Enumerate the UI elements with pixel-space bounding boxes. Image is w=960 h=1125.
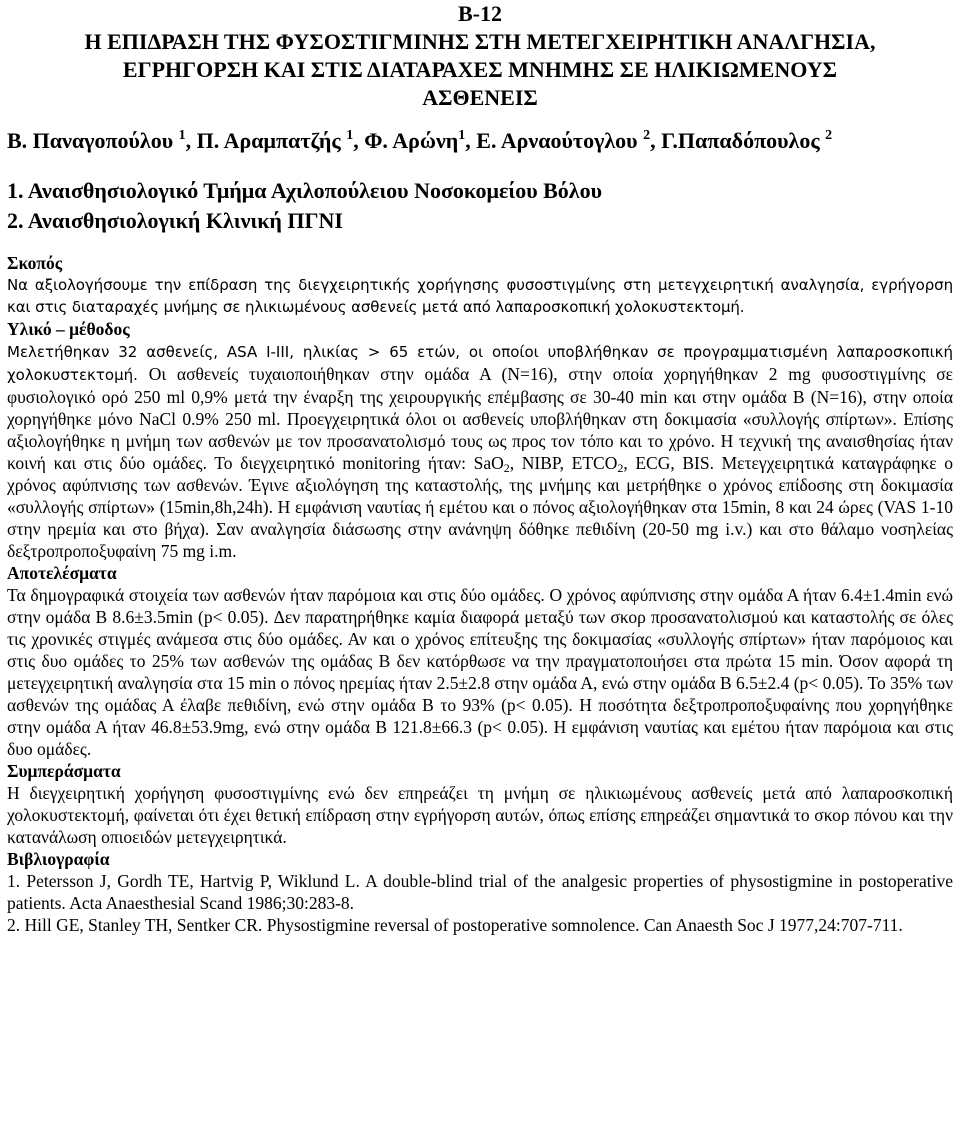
reference-item-1: 1. Petersson J, Gordh TE, Hartvig P, Wiklund L. A double-blind trial of the analgesic properties of physostigmine in postoperative patients. Acta Anaesthesial Scand 1986;30:283-8. xyxy=(7,871,953,913)
title-line-3: ΑΣΘΕΝΕΙΣ xyxy=(422,85,538,110)
methods-text-part-4: , ECG, BIS. Μετεγχειρητικά καταγράφηκε ο χρόνος αφύπνισης των ασθενών. Έγινε αξιολόγηση της καταστολής, της μνήμης και μετρήθηκε ο χρόνος επίδοσης στη δοκιμασία «συλλογής σπίρτων» (15min,8h,24h). Η εμφάνιση ναυτίας ή εμέτου και ο πόνος αξιολογήθηκαν στα 15min, 8 και 24 ώρες (VAS 1-10 στην ηρεμία και στο βήχα). Σαν αναλγησία διάσωσης στην ανάνηψη δόθηκε πεθιδίνη (20-50 mg i.v.) και στο θάλαμο νοσηλείας δεξτροπροποξυφαίνη 75 mg i.m. xyxy=(7,453,953,561)
section-text-results: Τα δημογραφικά στοιχεία των ασθενών ήταν παρόμοια και στις δύο ομάδες. Ο χρόνος αφύπνισης στην ομάδα Α ήταν 6.4±1.4min ενώ στην ομάδα Β 8.6±3.5min (p< 0.05). Δεν παρατηρήθηκε καμία διαφορά μεταξύ των σκορ προσανατολισμού και καταστολής σε όλες τις χρονικές στιγμές ανάμεσα στις δύο ομάδες. Αν και ο χρόνος επίτευξης της δοκιμασίας «συλλογής σπίρτων» ήταν παρόμοιος και στις δυο ομάδες το 25% των ασθενών της ομάδας Β δεν κατόρθωσε να την πραγματοποιήσει στα πρώτα 15 min. Όσον αφορά τη μετεγχειρητική αναλγησία στα 15 min ο πόνος ηρεμίας ήταν 2.5±2.8 στην ομάδα Α, ενώ στην ομάδα Β 6.5±2.4 (p< 0.05). Το 35% των ασθενών της ομάδας Α έλαβε πεθιδίνη, ενώ στην ομάδα Β το 93% (p< 0.05). Η ποσότητα δεξτροπροποξυφαίνης που χορηγήθηκε στην ομάδα Α ήταν 46.8±53.9mg, ενώ στην ομάδα Β 121.8±66.3 (p< 0.05). Η εμφάνιση ναυτίας και εμέτου ήταν παρόμοια και στις δυο ομάδες. xyxy=(7,585,953,759)
title-block xyxy=(7,0,953,112)
title-line-1: Η ΕΠΙΔΡΑΣΗ ΤΗΣ ΦΥΣΟΣΤΙΓΜΙΝΗΣ ΣΤΗ ΜΕΤΕΓΧΕΙΡΗΤΙΚΗ ΑΝΑΛΓΗΣΙΑ, xyxy=(84,29,876,54)
affiliation-1: 1. Αναισθησιολογικό Τμήμα Αχιλοπούλειου Νοσοκομείου Βόλου xyxy=(7,178,603,203)
author-affiliation-mark: 1 xyxy=(178,128,186,143)
author-name: Ε. Αρναούτογλου xyxy=(476,128,644,153)
abstract-code: B-12 xyxy=(458,1,502,26)
author-name: Β. Παναγοπούλου xyxy=(7,128,179,153)
author-affiliation-mark: 2 xyxy=(825,128,833,143)
methods-subscript-2: 2 xyxy=(617,461,624,475)
section-heading-results: Αποτελέσματα xyxy=(7,563,117,583)
section-heading-conclusions: Συμπεράσματα xyxy=(7,761,121,781)
methods-text-part-3: , NIBP, ETCO xyxy=(509,453,618,473)
author-affiliation-mark: 1 xyxy=(346,128,354,143)
section-heading-references: Βιβλιογραφία xyxy=(7,849,110,869)
section-heading-methods: Υλικό – μέθοδος xyxy=(7,319,130,339)
section-heading-aim: Σκοπός xyxy=(7,253,63,273)
methods-text-part-2: Οι ασθενείς τυχαιοποιήθηκαν στην ομάδα Α (N=16), στην οποία χορηγήθηκαν 2 mg φυσοστιγμίνης σε φυσιολογικό ορό 250 ml 0,9% μετά την έναρξη της χειρουργικής επέμβασης σε 30-40 min και στην ομάδα Β (N=16), στην οποία χορηγήθηκε μόνο NaCl 0.9% 250 ml. Προεγχειρητικά όλοι οι ασθενείς υποβλήθηκαν στη δοκιμασία «συλλογής σπίρτων». Επίσης αξιολογήθηκε η μνήμη των ασθενών με τον προσανατολισμό τους ως προς τον τόπο και το χρόνο. Η τεχνική της αναισθησίας ήταν κοινή και στις δύο ομάδες. Το διεγχειρητικό monitoring ήταν: SaO xyxy=(7,364,953,473)
affiliation-2: 2. Αναισθησιολογική Κλινική ΠΓΝΙ xyxy=(7,208,343,233)
author-name: Π. Αραμπατζής xyxy=(196,128,347,153)
reference-list xyxy=(7,870,953,936)
author-affiliation-mark: 1 xyxy=(458,128,466,143)
author-separator: , xyxy=(650,128,662,153)
author-name: Γ.Παπαδόπουλος xyxy=(661,128,826,153)
authors-line xyxy=(7,126,953,156)
section-text-methods xyxy=(7,340,953,562)
reference-item-2: 2. Hill GE, Stanley TH, Sentker CR. Physostigmine reversal of postoperative somnolence. Can Anaesth Soc J 1977,24:707-711. xyxy=(7,915,903,935)
methods-subscript-1: 2 xyxy=(503,461,510,475)
methods-text-part-1: Μελετήθηκαν 32 ασθενείς, ASA I-III, ηλικίας > 65 ετών, οι οποίοι υποβλήθηκαν σε προγραμματισμένη λαπαροσκοπική χολοκυστεκτομή. xyxy=(7,343,953,384)
author-affiliation-mark: 2 xyxy=(643,128,651,143)
author-name: Φ. Αρώνη xyxy=(364,128,459,153)
title-line-2: ΕΓΡΗΓΟΡΣΗ ΚΑΙ ΣΤΙΣ ΔΙΑΤΑΡΑΧΕΣ ΜΝΗΜΗΣ ΣΕ ΗΛΙΚΙΩΜΕΝΟΥΣ xyxy=(122,57,838,82)
author-separator: , xyxy=(353,128,365,153)
author-separator: , xyxy=(465,128,477,153)
section-text-aim: Να αξιολογήσουμε την επίδραση της διεγχειρητικής χορήγησης φυσοστιγμίνης στη μετεγχειρητική αναλγησία, εγρήγορση και στις διαταραχές μνήμης σε ηλικιωμένους ασθενείς μετά από λαπαροσκοπική χολοκυστεκτομή. xyxy=(7,276,953,316)
author-separator: , xyxy=(185,128,197,153)
section-text-conclusions: Η διεγχειρητική χορήγηση φυσοστιγμίνης ενώ δεν επηρεάζει τη μνήμη σε ηλικιωμένους ασθενείς μετά από λαπαροσκοπική χολοκυστεκτομή, φαίνεται ότι έχει θετική επίδραση στην εγρήγορση αυτών, όπως επίσης επηρεάζει σημαντικά το σκορ πόνου και την κατανάλωση οπιοειδών μετεγχειρητικά. xyxy=(7,783,953,847)
